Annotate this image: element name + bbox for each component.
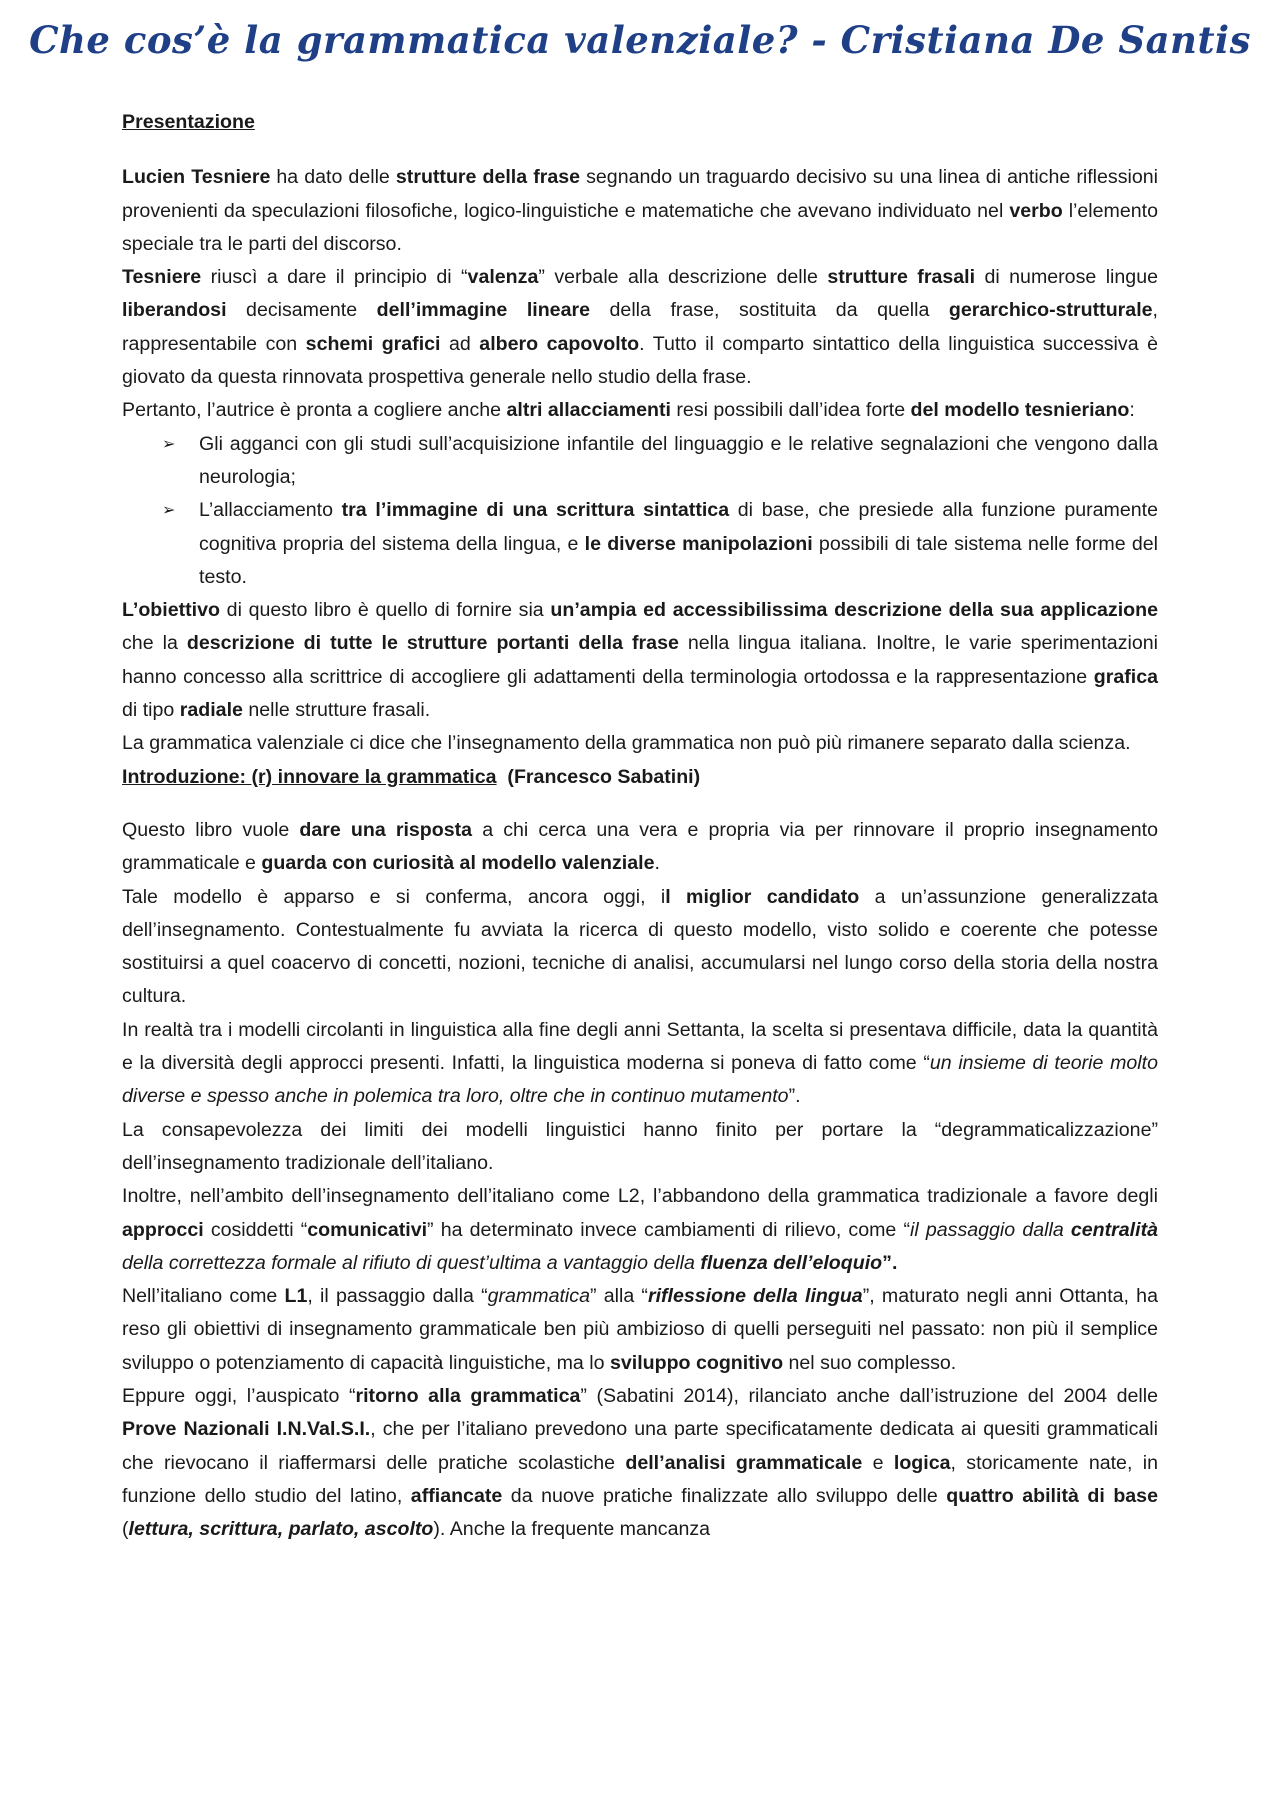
paragraph: La grammatica valenziale ci dice che l’insegnamento della grammatica non può più rimanere separato dalla scienza. bbox=[122, 732, 1131, 755]
paragraph: Inoltre, nell’ambito dell’insegnamento dell’italiano come L2, l’abbandono della grammatica tradizionale a favore degli approcci cosiddetti “comunicativi” ha determinato invece cambiamenti di rilievo, come “il passaggio dalla centralità della correttezza formale al rifiuto di quest’ultima a vantaggio della fluenza dell’eloquio”. bbox=[122, 1185, 1158, 1274]
paragraph: Tesniere riuscì a dare il principio di “valenza” verbale alla descrizione delle strutture frasali di numerose lingue liberandosi decisamente dell’immagine lineare della frase, sostituita da quella gerarchico-strutturale, rappresentabile con schemi grafici ad albero capovolto. Tutto il comparto sintattico della linguistica successiva è giovato da questa rinnovata prospettiva generale nello studio della frase. bbox=[122, 266, 1158, 389]
paragraph: Nell’italiano come L1, il passaggio dalla “grammatica” alla “riflessione della lingua”, maturato negli anni Ottanta, ha reso gli obiettivi di insegnamento grammaticale ben più ambizioso di quelli perseguiti nel passato: non più il semplice sviluppo o potenziamento di capacità linguistiche, ma lo sviluppo cognitivo nel suo complesso. bbox=[122, 1285, 1158, 1374]
paragraph: In realtà tra i modelli circolanti in linguistica alla fine degli anni Settanta, la scelta si presentava difficile, data la quantità e la diversità degli approcci presenti. Infatti, la linguistica moderna si poneva di fatto come “un insieme di teorie molto diverse e spesso anche in polemica tra loro, oltre che in continuo mutamento”. bbox=[122, 1018, 1159, 1108]
paragraph: L’obiettivo di questo libro è quello di fornire sia un’ampia ed accessibilissima descrizione della sua applicazione che la descrizione di tutte le strutture portanti della frase nella lingua italiana. Inoltre, le varie sperimentazioni hanno concesso alla scrittrice di accogliere gli adattamenti della terminologia ortodossa e la rappresentazione grafica di tipo radiale nelle strutture frasali. bbox=[122, 599, 1158, 722]
section-heading-presentazione: Presentazione bbox=[122, 111, 255, 133]
paragraph: Tale modello è apparso e si conferma, ancora oggi, il miglior candidato a un’assunzione generalizzata dell’insegnamento. Contestualmente fu avviata la ricerca di questo modello, visto solido e coerente che potesse sostituirsi a quel coacervo di concetti, nozioni, tecniche di analisi, accumularsi nel lungo corso della storia della nostra cultura. bbox=[122, 885, 1158, 1008]
document-body bbox=[122, 106, 1158, 1546]
paragraph: Lucien Tesniere ha dato delle strutture della frase segnando un traguardo decisivo su una linea di antiche riflessioni provenienti da speculazioni filosofiche, logico-linguistiche e matematiche che avevano individuato nel verbo l’elemento speciale tra le parti del discorso. bbox=[122, 166, 1159, 255]
arrow-bullet-icon: ➢ bbox=[162, 435, 176, 453]
section-heading-introduzione: Introduzione: (r) innovare la grammatica (Francesco Sabatini) bbox=[122, 765, 701, 788]
arrow-bullet-icon: ➢ bbox=[162, 502, 176, 520]
document-title: Che cos’è la grammatica valenziale? - Cristiana De Santis bbox=[29, 18, 1251, 62]
paragraph: Eppure oggi, l’auspicato “ritorno alla grammatica” (Sabatini 2014), rilanciato anche dall’istruzione del 2004 delle Prove Nazionali I.N.Val.S.I., che per l’italiano prevedono una parte specificatamente dedicata ai quesiti grammaticali che rievocano il riaffermarsi delle pratiche scolastiche dell’analisi grammaticale e logica, storicamente nate, in funzione dello studio del latino, affiancate da nuove pratiche finalizzate allo sviluppo delle quattro abilità di base (lettura, scrittura, parlato, ascolto). Anche la frequente mancanza bbox=[122, 1384, 1158, 1541]
paragraph: Questo libro vuole dare una risposta a chi cerca una vera e propria via per rinnovare il proprio insegnamento grammaticale e guarda con curiosità al modello valenziale. bbox=[122, 818, 1158, 875]
list-item: ➢ L’allacciamento tra l’immagine di una scrittura sintattica di base, che presiede alla funzione puramente cognitiva propria del sistema della lingua, e le diverse manipolazioni possibili di tale sistema nelle forme del testo. bbox=[122, 494, 1158, 594]
paragraph: Pertanto, l’autrice è pronta a cogliere anche altri allacciamenti resi possibili dall’idea forte del modello tesnieriano: bbox=[122, 399, 1135, 422]
bullet-list bbox=[122, 428, 1158, 594]
list-item: ➢ Gli agganci con gli studi sull’acquisizione infantile del linguaggio e le relative segnalazioni che vengono dalla neurologia; bbox=[122, 428, 1158, 495]
paragraph: La consapevolezza dei limiti dei modelli linguistici hanno finito per portare la “degrammaticalizzazione” dell’insegnamento tradizionale dell’italiano. bbox=[122, 1118, 1158, 1174]
